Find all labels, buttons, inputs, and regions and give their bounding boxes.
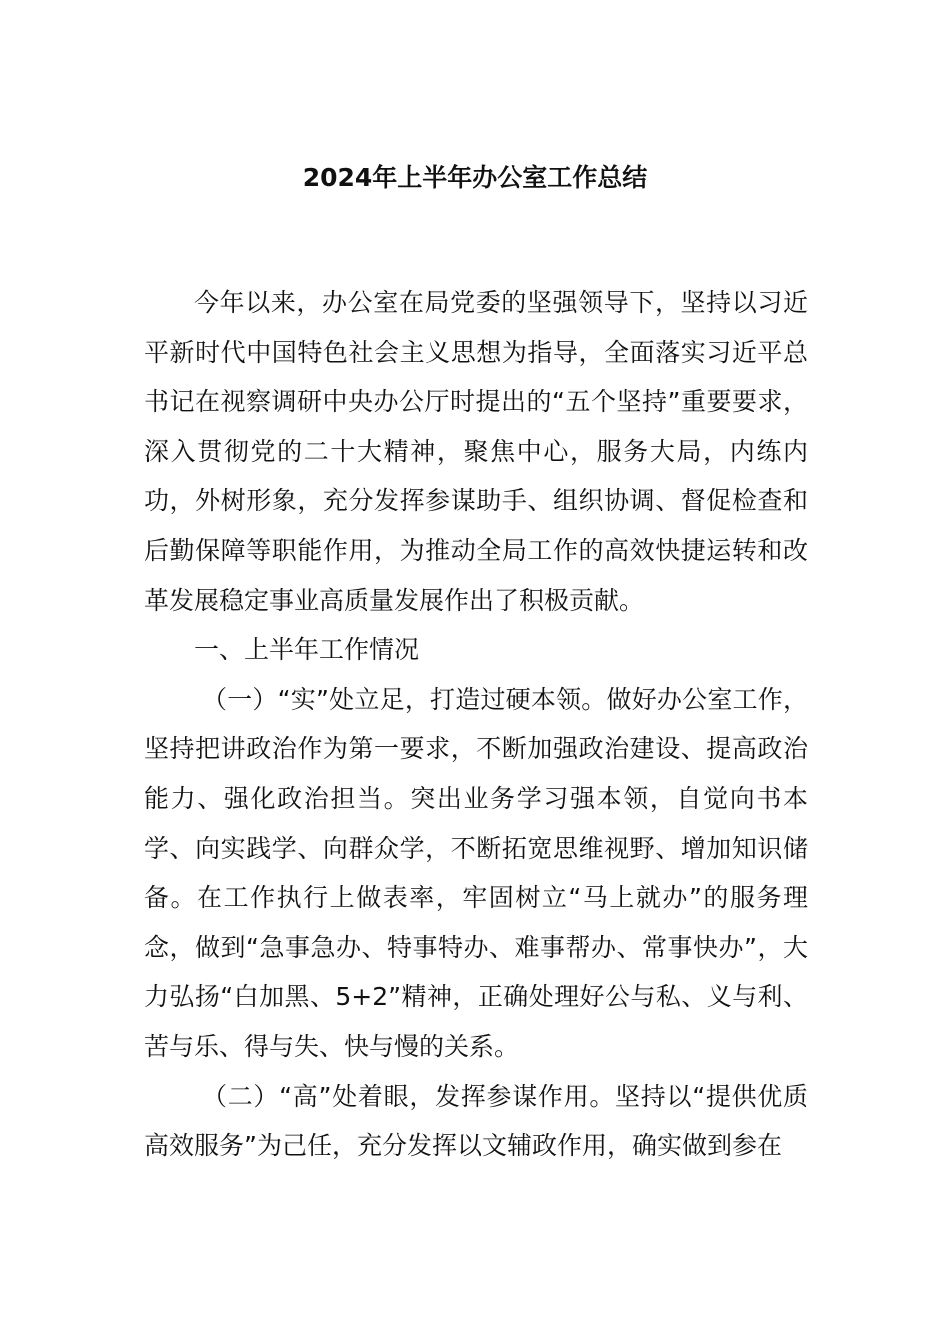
item-paragraph-1: （一）“实”处立足，打造过硬本领。做好办公室工作，坚持把讲政治作为第一要求，不断加强政治建设、提高政治能力、强化政治担当。突出业务学习强本领，自觉向书本学、向实践学、向群众学，不断拓宽思维视野、增加知识储备。在工作执行上做表率，牢固树立“马上就办”的服务理念，做到“急事急办、特事特办、难事帮办、常事快办”，大力弘扬“白加黑、5+2”精神，正确处理好公与私、义与利、苦与乐、得与失、快与慢的关系。: [144, 684, 808, 1061]
document-title: 2024年上半年办公室工作总结: [302, 163, 648, 192]
document-body: [144, 278, 808, 1171]
item-paragraph-2: （二）“高”处着眼，发挥参谋作用。坚持以“提供优质高效服务”为己任，充分发挥以文辅政作用，确实做到参在: [144, 1081, 808, 1161]
section-heading: 一、上半年工作情况: [194, 635, 420, 665]
intro-paragraph: 今年以来，办公室在局党委的坚强领导下，坚持以习近平新时代中国特色社会主义思想为指导，全面落实习近平总书记在视察调研中央办公厅时提出的“五个坚持”重要要求，深入贯彻党的二十大精神，聚焦中心，服务大局，内练内功，外树形象，充分发挥参谋助手、组织协调、督促检查和后勤保障等职能作用，为推动全局工作的高效快捷运转和改革发展稳定事业高质量发展作出了积极贡献。: [144, 288, 808, 615]
